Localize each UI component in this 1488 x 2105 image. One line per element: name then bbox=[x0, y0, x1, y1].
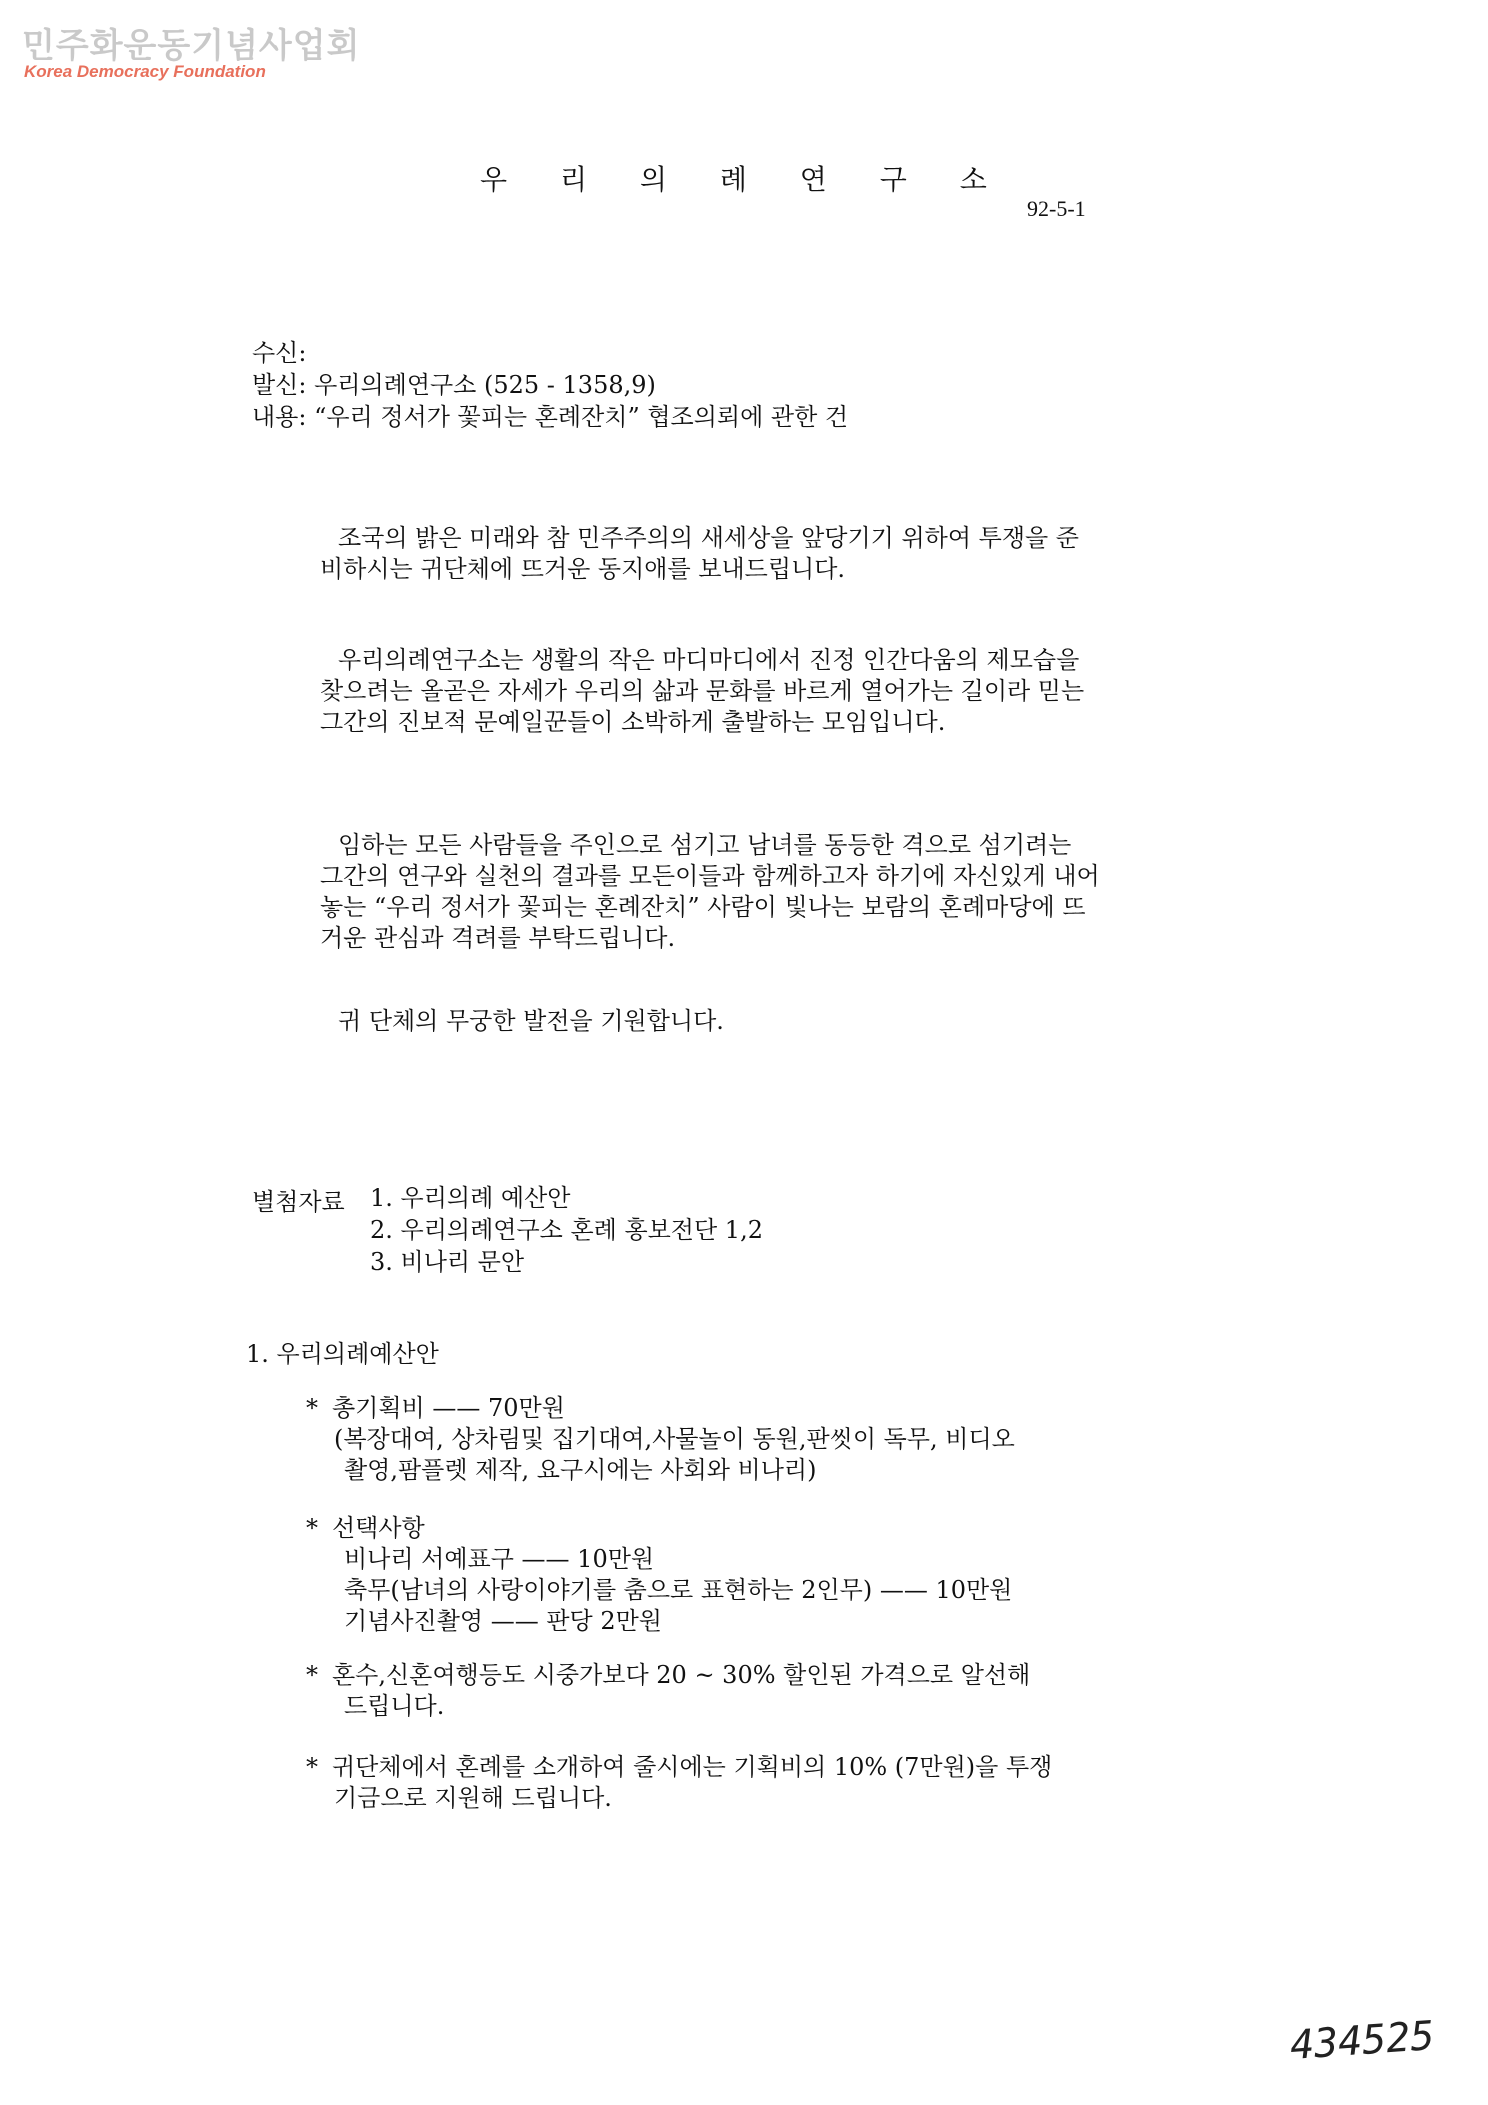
options-item bbox=[306, 1513, 1012, 1637]
options-title: 선택사항 bbox=[332, 1514, 425, 1542]
watermark-org-korean: 민주화운동기념사업회 bbox=[22, 26, 361, 66]
document-title: 우 리 의 례 연 구 소 bbox=[480, 163, 1009, 196]
option-line: 기념사진촬영 —— 판당 2만원 bbox=[344, 1607, 662, 1635]
bullet-star: * bbox=[306, 1514, 318, 1542]
attachment-item: 1. 우리의례 예산안 bbox=[370, 1184, 571, 1212]
bullet-star: * bbox=[306, 1661, 318, 1689]
planning-detail-line-2: 촬영,팜플렛 제작, 요구시에는 사회와 비나리) bbox=[344, 1456, 817, 1484]
watermark-org-english: Korea Democracy Foundation bbox=[24, 62, 266, 81]
handwritten-archive-number: 434525 bbox=[1288, 2013, 1436, 2069]
bullet-star: * bbox=[306, 1394, 318, 1422]
planning-detail-line-1: (복장대여, 상차림및 집기대여,사물놀이 동원,판씻이 독무, 비디오 bbox=[334, 1425, 1015, 1453]
budget-section-title: 1. 우리의례예산안 bbox=[246, 1340, 439, 1368]
fund-support-note: * 귀단체에서 혼례를 소개하여 줄시에는 기획비의 10% (7만원)을 투쟁 기금으로 지원해 드립니다. bbox=[306, 1753, 1053, 1812]
body-paragraph-3: 임하는 모든 사람들을 주인으로 섬기고 남녀를 동등한 격으로 섬기려는 그간의 연구와 실천의 결과를 모든이들과 함께하고자 하기에 자신있게 내어놓는 “우리 정서가 꽃피는 혼례잔치” 사람이 빛나는 보람의 혼례마당에 뜨거운 관심과 격려를 부탁드립니다. bbox=[320, 831, 1100, 952]
body-paragraph-1: 조국의 밝은 미래와 참 민주주의의 새세상을 앞당기기 위하여 투쟁을 준비하시는 귀단체에 뜨거운 동지애를 보내드립니다. bbox=[320, 524, 1079, 583]
discount-note: * 혼수,신혼여행등도 시중가보다 20 ~ 30% 할인된 가격으로 알선해 드립니다. bbox=[306, 1661, 1031, 1720]
recipient-line: 수신: bbox=[252, 339, 307, 367]
planning-fee: 총기획비 —— 70만원 bbox=[332, 1394, 565, 1422]
planning-fee-item bbox=[306, 1393, 1015, 1486]
bullet-star: * bbox=[306, 1753, 318, 1781]
subject-line: 내용: “우리 정서가 꽃피는 혼례잔치” 협조의뢰에 관한 건 bbox=[252, 403, 849, 431]
attachment-item: 3. 비나리 문안 bbox=[370, 1248, 525, 1276]
attachments-list bbox=[370, 1182, 763, 1278]
attachment-item: 2. 우리의례연구소 혼례 홍보전단 1,2 bbox=[370, 1216, 763, 1244]
body-paragraph-2: 우리의례연구소는 생활의 작은 마디마디에서 진정 인간다움의 제모습을 찾으려는 올곧은 자세가 우리의 삶과 문화를 바르게 열어가는 길이라 믿는 그간의 진보적 문예일꾼들이 소박하게 출발하는 모임입니다. bbox=[320, 646, 1085, 736]
sender-line: 발신: 우리의례연구소 (525 - 1358,9) bbox=[252, 371, 656, 399]
body-paragraph-4: 귀 단체의 무궁한 발전을 기원합니다. bbox=[338, 1007, 724, 1035]
document-date: 92-5-1 bbox=[1027, 196, 1086, 221]
option-line: 비나리 서예표구 —— 10만원 bbox=[344, 1545, 655, 1573]
option-line: 축무(남녀의 사랑이야기를 춤으로 표현하는 2인무) —— 10만원 bbox=[344, 1576, 1013, 1604]
attachments-label: 별첨자료 bbox=[252, 1188, 345, 1216]
